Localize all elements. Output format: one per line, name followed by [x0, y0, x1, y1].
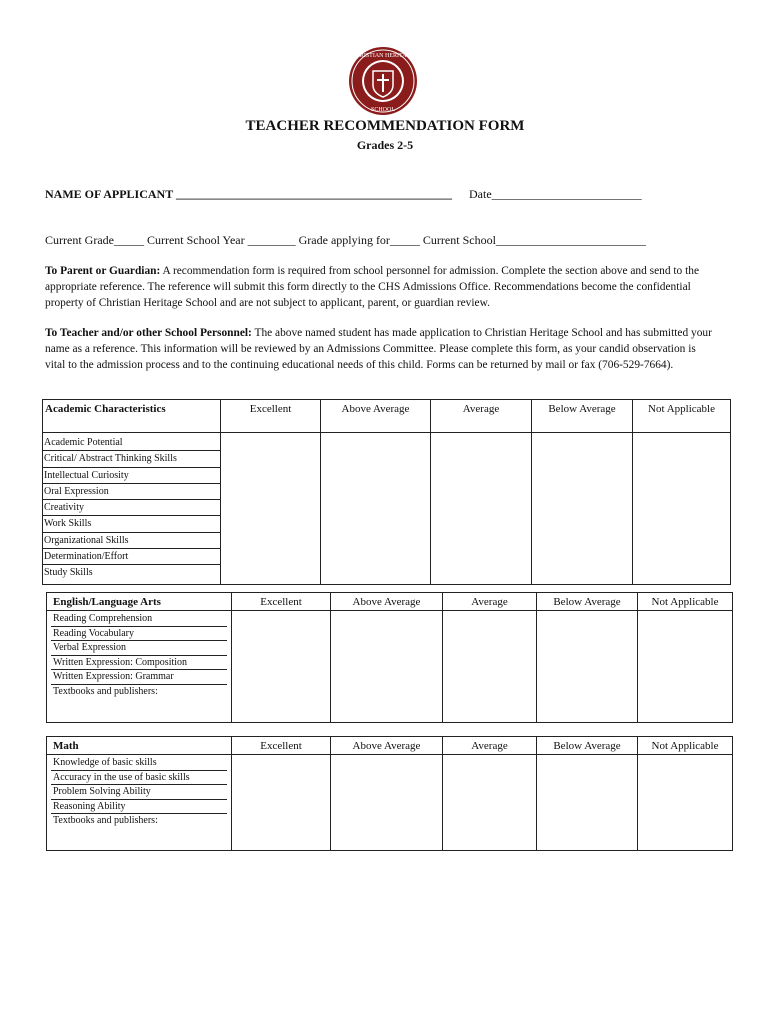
- form-subtitle: Grades 2-5: [356, 138, 414, 152]
- rating-header: Below Average: [532, 400, 633, 433]
- svg-text:CHRISTIAN HERITAGE: CHRISTIAN HERITAGE: [351, 53, 415, 59]
- list-item: Written Expression: Grammar: [53, 670, 225, 685]
- table-body-row: [47, 611, 733, 723]
- rating-cell[interactable]: [638, 611, 733, 723]
- list-item: Written Expression: Composition: [53, 656, 225, 671]
- rating-cell[interactable]: [537, 611, 638, 723]
- list-item: Verbal Expression: [53, 641, 225, 656]
- table-header-row: [43, 400, 731, 433]
- school-seal-logo: [347, 45, 419, 117]
- rating-header: Average: [431, 400, 532, 433]
- rating-cell[interactable]: [321, 433, 431, 585]
- list-item: Creativity: [44, 500, 219, 516]
- rating-header: Above Average: [321, 400, 431, 433]
- rating-header: Excellent: [232, 737, 331, 755]
- rating-cell[interactable]: [331, 755, 443, 851]
- list-item: Academic Potential: [44, 435, 219, 451]
- table-header-row: [47, 737, 733, 755]
- applicant-name-label: NAME OF APPLICANT ______________________________________________: [45, 187, 453, 201]
- rating-header: Excellent: [232, 593, 331, 611]
- rating-header: Not Applicable: [633, 400, 731, 433]
- list-item: Critical/ Abstract Thinking Skills: [44, 451, 219, 467]
- rating-cell[interactable]: [232, 755, 331, 851]
- svg-text:SCHOOL: SCHOOL: [370, 107, 396, 113]
- math-ratings-table: [46, 736, 733, 851]
- parent-instructions: [45, 263, 715, 311]
- list-item: Determination/Effort: [44, 549, 219, 565]
- form-title: TEACHER RECOMMENDATION FORM: [245, 118, 525, 134]
- rating-header: Not Applicable: [638, 737, 733, 755]
- rating-cell[interactable]: [532, 433, 633, 585]
- rating-cell[interactable]: [331, 611, 443, 723]
- list-item: Problem Solving Ability: [53, 785, 225, 800]
- item-list: [47, 611, 232, 723]
- section-title: English/Language Arts: [47, 593, 232, 611]
- item-list: [43, 433, 221, 585]
- rating-header: Average: [443, 737, 537, 755]
- list-item: Study Skills: [44, 567, 93, 579]
- rating-cell[interactable]: [638, 755, 733, 851]
- rating-header: Above Average: [331, 737, 443, 755]
- section-title: Academic Characteristics: [43, 400, 221, 433]
- rating-cell[interactable]: [537, 755, 638, 851]
- list-item: Oral Expression: [44, 484, 219, 500]
- rating-header: Above Average: [331, 593, 443, 611]
- rating-header: Excellent: [221, 400, 321, 433]
- list-item: Textbooks and publishers:: [53, 815, 158, 827]
- parent-instructions-text: A recommendation form is required from school personnel for admission. Complete the section above and send to the appropriate reference. The reference will submit this form directly to the CHS Admissions Office. Recommendations become the confidential property of Christian Heritage School and are not subject to applicant, parent, or guardian review.: [45, 265, 700, 309]
- rating-header: Below Average: [537, 737, 638, 755]
- academic-ratings-table: [42, 399, 731, 585]
- rating-cell[interactable]: [633, 433, 731, 585]
- item-list: [47, 755, 232, 851]
- list-item: Organizational Skills: [44, 533, 219, 549]
- table-body-row: [47, 755, 733, 851]
- rating-header: Average: [443, 593, 537, 611]
- rating-header: Below Average: [537, 593, 638, 611]
- list-item: Textbooks and publishers:: [53, 685, 158, 697]
- list-item: Accuracy in the use of basic skills: [53, 771, 225, 786]
- section-title: Math: [47, 737, 232, 755]
- table-body-row: [43, 433, 731, 585]
- list-item: Reading Vocabulary: [53, 627, 225, 642]
- list-item: Knowledge of basic skills: [53, 756, 225, 771]
- list-item: Reasoning Ability: [53, 800, 225, 815]
- rating-cell[interactable]: [232, 611, 331, 723]
- teacher-instructions-text: The above named student has made application to Christian Heritage School and has submitted your name as a reference. This information will be reviewed by an Admissions Committee. Please complete this form, as your candid observation is vital to the admission process and to the continuing educational needs of this child. Forms can be returned by mail or fax (706-529-7664).: [45, 327, 712, 371]
- rating-cell[interactable]: [443, 755, 537, 851]
- date-field[interactable]: Date_________________________: [469, 187, 642, 201]
- rating-cell[interactable]: [431, 433, 532, 585]
- applicant-name-field[interactable]: [45, 187, 642, 202]
- rating-cell[interactable]: [443, 611, 537, 723]
- teacher-instructions: [45, 325, 715, 373]
- school-info-line[interactable]: Current Grade_____ Current School Year ________ Grade applying for_____ Current School_________________________: [45, 233, 646, 247]
- rating-cell[interactable]: [221, 433, 321, 585]
- list-item: Work Skills: [44, 516, 219, 532]
- list-item: Reading Comprehension: [53, 612, 225, 627]
- table-header-row: [47, 593, 733, 611]
- english-ratings-table: [46, 592, 733, 723]
- teacher-instructions-heading: To Teacher and/or other School Personnel:: [45, 327, 252, 339]
- rating-header: Not Applicable: [638, 593, 733, 611]
- parent-instructions-heading: To Parent or Guardian:: [45, 265, 161, 277]
- list-item: Intellectual Curiosity: [44, 468, 219, 484]
